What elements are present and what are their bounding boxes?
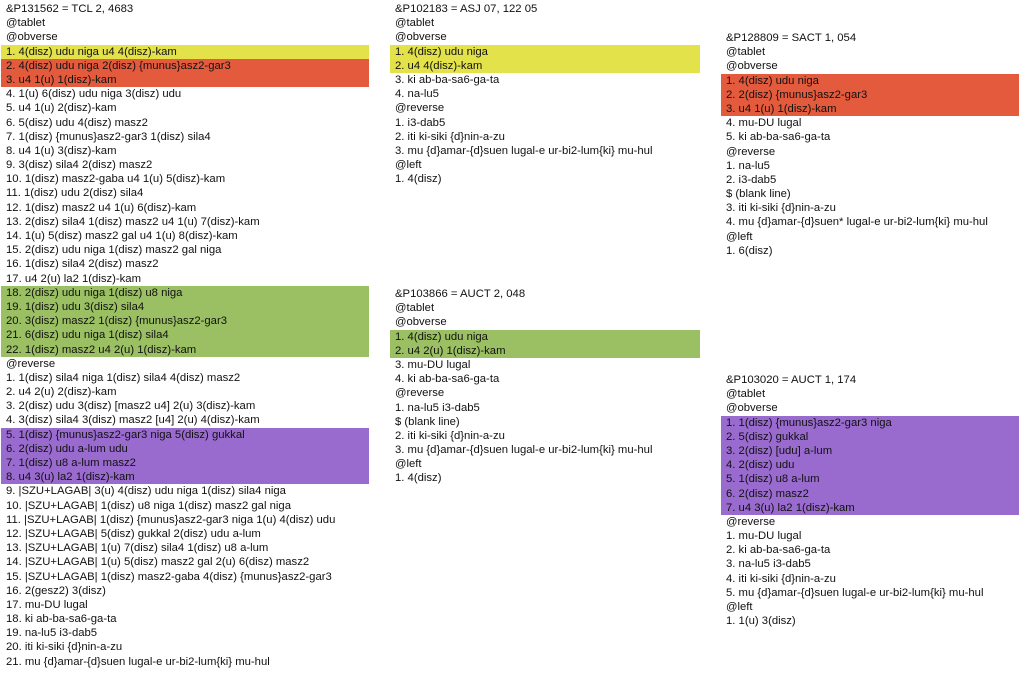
transliteration-line: 3. na-lu5 i3-dab5 (726, 558, 811, 571)
transliteration-line: 1. mu-DU lugal (726, 530, 802, 543)
highlighted-transliteration-line: 2. 4(disz) udu niga 2(disz) {munus}asz2-gar3 (1, 59, 369, 73)
highlighted-transliteration-line: 1. 4(disz) udu niga (721, 74, 1019, 88)
transliteration-line: 5. ki ab-ba-sa6-ga-ta (726, 131, 831, 144)
text-P103020 (721, 373, 1019, 628)
transliteration-line: @tablet (6, 17, 46, 30)
transliteration-line: 3. mu {d}amar-{d}suen lugal-e ur-bi2-lum{ki} mu-hul (395, 144, 653, 157)
transliteration-line: @obverse (395, 31, 447, 44)
transliteration-line: 7. 1(disz) {munus}asz2-gar3 1(disz) sila4 (6, 130, 211, 143)
transliteration-line: &P128809 = SACT 1, 054 (726, 32, 857, 44)
transliteration-line: 20. iti ki-siki {d}nin-a-zu (6, 641, 123, 654)
transliteration-line: 15. |SZU+LAGAB| 1(disz) masz2-gaba 4(disz) {munus}asz2-gar3 (6, 570, 332, 583)
text-P128809 (721, 31, 1019, 258)
highlighted-transliteration-line: 7. 1(disz) u8 a-lum masz2 (1, 456, 369, 470)
highlighted-transliteration-line: 3. 2(disz) [udu] a-lum (721, 444, 1019, 458)
transliteration-line: &P131562 = TCL 2, 4683 (6, 3, 134, 15)
transliteration-line: 3. mu {d}amar-{d}suen lugal-e ur-bi2-lum{ki} mu-hul (395, 444, 653, 457)
transliteration-line: 12. 1(disz) masz2 u4 1(u) 6(disz)-kam (6, 201, 197, 214)
transliteration-line: $ (blank line) (395, 415, 460, 428)
highlighted-transliteration-line: 19. 1(disz) udu 3(disz) sila4 (1, 300, 369, 314)
transliteration-line: @left (395, 159, 422, 172)
transliteration-line: 2. u4 2(u) 2(disz)-kam (6, 386, 117, 399)
highlighted-transliteration-line: 18. 2(disz) udu niga 1(disz) u8 niga (1, 286, 369, 300)
highlighted-transliteration-line: 4. 2(disz) udu (721, 458, 1019, 472)
transliteration-line: 4. ki ab-ba-sa6-ga-ta (395, 373, 500, 386)
transliteration-line: 1. 1(u) 3(disz) (726, 615, 796, 628)
transliteration-line: @reverse (726, 515, 776, 528)
highlighted-transliteration-line: 8. u4 3(u) la2 1(disz)-kam (1, 470, 369, 484)
transliteration-line: $ (blank line) (726, 188, 791, 201)
highlighted-transliteration-line: 3. u4 1(u) 1(disz)-kam (1, 73, 369, 87)
transliteration-line: 19. na-lu5 i3-dab5 (6, 627, 98, 640)
transliteration-line: 2. ki ab-ba-sa6-ga-ta (726, 544, 831, 557)
transliteration-line: 18. ki ab-ba-sa6-ga-ta (6, 613, 117, 626)
highlighted-transliteration-line: 5. 1(disz) {munus}asz2-gar3 niga 5(disz) gukkal (1, 428, 369, 442)
transliteration-line: 10. 1(disz) masz2-gaba u4 1(u) 5(disz)-kam (6, 173, 226, 186)
highlighted-transliteration-line: 1. 4(disz) udu niga (390, 45, 700, 59)
transliteration-line: 3. ki ab-ba-sa6-ga-ta (395, 73, 500, 86)
transliteration-line: 4. mu {d}amar-{d}suen* lugal-e ur-bi2-lum{ki} mu-hul (726, 216, 988, 229)
transliteration-line: 15. 2(disz) udu niga 1(disz) masz2 gal niga (6, 244, 222, 257)
transliteration-line: @reverse (395, 387, 445, 400)
transliteration-line: 2. iti ki-siki {d}nin-a-zu (395, 130, 505, 143)
transliteration-line: 3. iti ki-siki {d}nin-a-zu (726, 202, 836, 215)
transliteration-line: 1. 6(disz) (726, 244, 773, 257)
highlighted-transliteration-line: 7. u4 3(u) la2 1(disz)-kam (721, 501, 1019, 515)
transliteration-line: &P103020 = AUCT 1, 174 (726, 374, 857, 386)
transliteration-line: 17. mu-DU lugal (6, 598, 88, 611)
transliteration-line: 6. 5(disz) udu 4(disz) masz2 (6, 116, 148, 129)
highlighted-transliteration-line: 3. u4 1(u) 1(disz)-kam (721, 102, 1019, 116)
transliteration-line: @reverse (395, 102, 445, 115)
highlighted-transliteration-line: 2. 5(disz) gukkal (721, 430, 1019, 444)
text-P131562 (1, 2, 369, 669)
transliteration-line: @left (726, 230, 753, 243)
transliteration-line: 9. |SZU+LAGAB| 3(u) 4(disz) udu niga 1(disz) sila4 niga (6, 485, 286, 498)
transliteration-line: 8. u4 1(u) 3(disz)-kam (6, 144, 117, 157)
transliteration-line: 2. iti ki-siki {d}nin-a-zu (395, 429, 505, 442)
text-P103866 (390, 287, 700, 486)
highlighted-transliteration-line: 1. 1(disz) {munus}asz2-gar3 niga (721, 416, 1019, 430)
highlighted-transliteration-line: 5. 1(disz) u8 a-lum (721, 472, 1019, 486)
transliteration-line: 5. u4 1(u) 2(disz)-kam (6, 102, 117, 115)
transliteration-line: 1. na-lu5 (726, 159, 770, 172)
highlighted-transliteration-line: 6. 2(disz) udu a-lum udu (1, 442, 369, 456)
transliteration-line: 13. 2(disz) sila4 1(disz) masz2 u4 1(u) 7(disz)-kam (6, 215, 260, 228)
transliteration-line: 4. iti ki-siki {d}nin-a-zu (726, 572, 836, 585)
transliteration-line: @tablet (395, 17, 435, 30)
transliteration-line: 1. 4(disz) (395, 173, 442, 186)
transliteration-line: 13. |SZU+LAGAB| 1(u) 7(disz) sila4 1(disz) u8 a-lum (6, 542, 269, 555)
text-P102183 (390, 2, 700, 186)
transliteration-line: @obverse (726, 402, 778, 415)
transliteration-line: @obverse (395, 316, 447, 329)
transliteration-line: 3. 2(disz) udu 3(disz) [masz2 u4] 2(u) 3(disz)-kam (6, 400, 256, 413)
transliteration-line: 4. mu-DU lugal (726, 117, 802, 130)
transliteration-line: @tablet (726, 46, 766, 59)
highlighted-transliteration-line: 2. u4 4(disz)-kam (390, 59, 700, 73)
highlighted-transliteration-line: 2. u4 2(u) 1(disz)-kam (390, 344, 700, 358)
transliteration-line: @obverse (726, 60, 778, 73)
transliteration-line: 11. 1(disz) udu 2(disz) sila4 (6, 187, 144, 200)
transliteration-line: &P103866 = AUCT 2, 048 (395, 288, 526, 300)
transliteration-line: &P102183 = ASJ 07, 122 05 (395, 3, 538, 15)
highlighted-transliteration-line: 21. 6(disz) udu niga 1(disz) sila4 (1, 328, 369, 342)
transliteration-line: @left (395, 458, 422, 471)
transliteration-line: 16. 2(gesz2) 3(disz) (6, 584, 106, 597)
transliteration-line: 5. mu {d}amar-{d}suen lugal-e ur-bi2-lum{ki} mu-hul (726, 586, 984, 599)
transliteration-line: 4. na-lu5 (395, 88, 439, 101)
highlighted-transliteration-line: 2. 2(disz) {munus}asz2-gar3 (721, 88, 1019, 102)
transliteration-line: 12. |SZU+LAGAB| 5(disz) gukkal 2(disz) udu a-lum (6, 527, 261, 540)
transliteration-line: @reverse (726, 145, 776, 158)
transliteration-line: 3. mu-DU lugal (395, 358, 471, 371)
transliteration-line: @reverse (6, 357, 56, 370)
transliteration-line: 17. u4 2(u) la2 1(disz)-kam (6, 272, 141, 285)
transliteration-line: 2. i3-dab5 (726, 173, 777, 186)
transliteration-line: 4. 3(disz) sila4 3(disz) masz2 [u4] 2(u) 4(disz)-kam (6, 414, 260, 427)
transliteration-line: 16. 1(disz) sila4 2(disz) masz2 (6, 258, 159, 271)
transliteration-line: 1. 4(disz) (395, 472, 442, 485)
transliteration-line: 9. 3(disz) sila4 2(disz) masz2 (6, 159, 153, 172)
transliteration-line: 1. na-lu5 i3-dab5 (395, 401, 480, 414)
highlighted-transliteration-line: 22. 1(disz) masz2 u4 2(u) 1(disz)-kam (1, 343, 369, 357)
transliteration-line: @left (726, 601, 753, 613)
highlighted-transliteration-line: 1. 4(disz) udu niga u4 4(disz)-kam (1, 45, 369, 59)
transliteration-line: 14. 1(u) 5(disz) masz2 gal u4 1(u) 8(disz)-kam (6, 230, 238, 242)
transliteration-line: 14. |SZU+LAGAB| 1(u) 5(disz) masz2 gal 2(u) 6(disz) masz2 (6, 556, 310, 569)
transliteration-line: 1. i3-dab5 (395, 116, 446, 129)
highlighted-transliteration-line: 1. 4(disz) udu niga (390, 330, 700, 344)
transliteration-line: 1. 1(disz) sila4 niga 1(disz) sila4 4(disz) masz2 (6, 371, 241, 384)
transliteration-line: @tablet (395, 302, 435, 315)
highlighted-transliteration-line: 6. 2(disz) masz2 (721, 487, 1019, 501)
transliteration-line: @tablet (726, 388, 766, 401)
transliteration-line: 10. |SZU+LAGAB| 1(disz) u8 niga 1(disz) masz2 gal niga (6, 499, 291, 512)
transliteration-line: @obverse (6, 31, 58, 44)
transliteration-line: 11. |SZU+LAGAB| 1(disz) {munus}asz2-gar3 niga 1(u) 4(disz) udu (6, 513, 336, 526)
highlighted-transliteration-line: 20. 3(disz) masz2 1(disz) {munus}asz2-gar3 (1, 314, 369, 328)
transliteration-line: 4. 1(u) 6(disz) udu niga 3(disz) udu (6, 88, 182, 101)
transliteration-line: 21. mu {d}amar-{d}suen lugal-e ur-bi2-lum{ki} mu-hul (6, 655, 270, 668)
